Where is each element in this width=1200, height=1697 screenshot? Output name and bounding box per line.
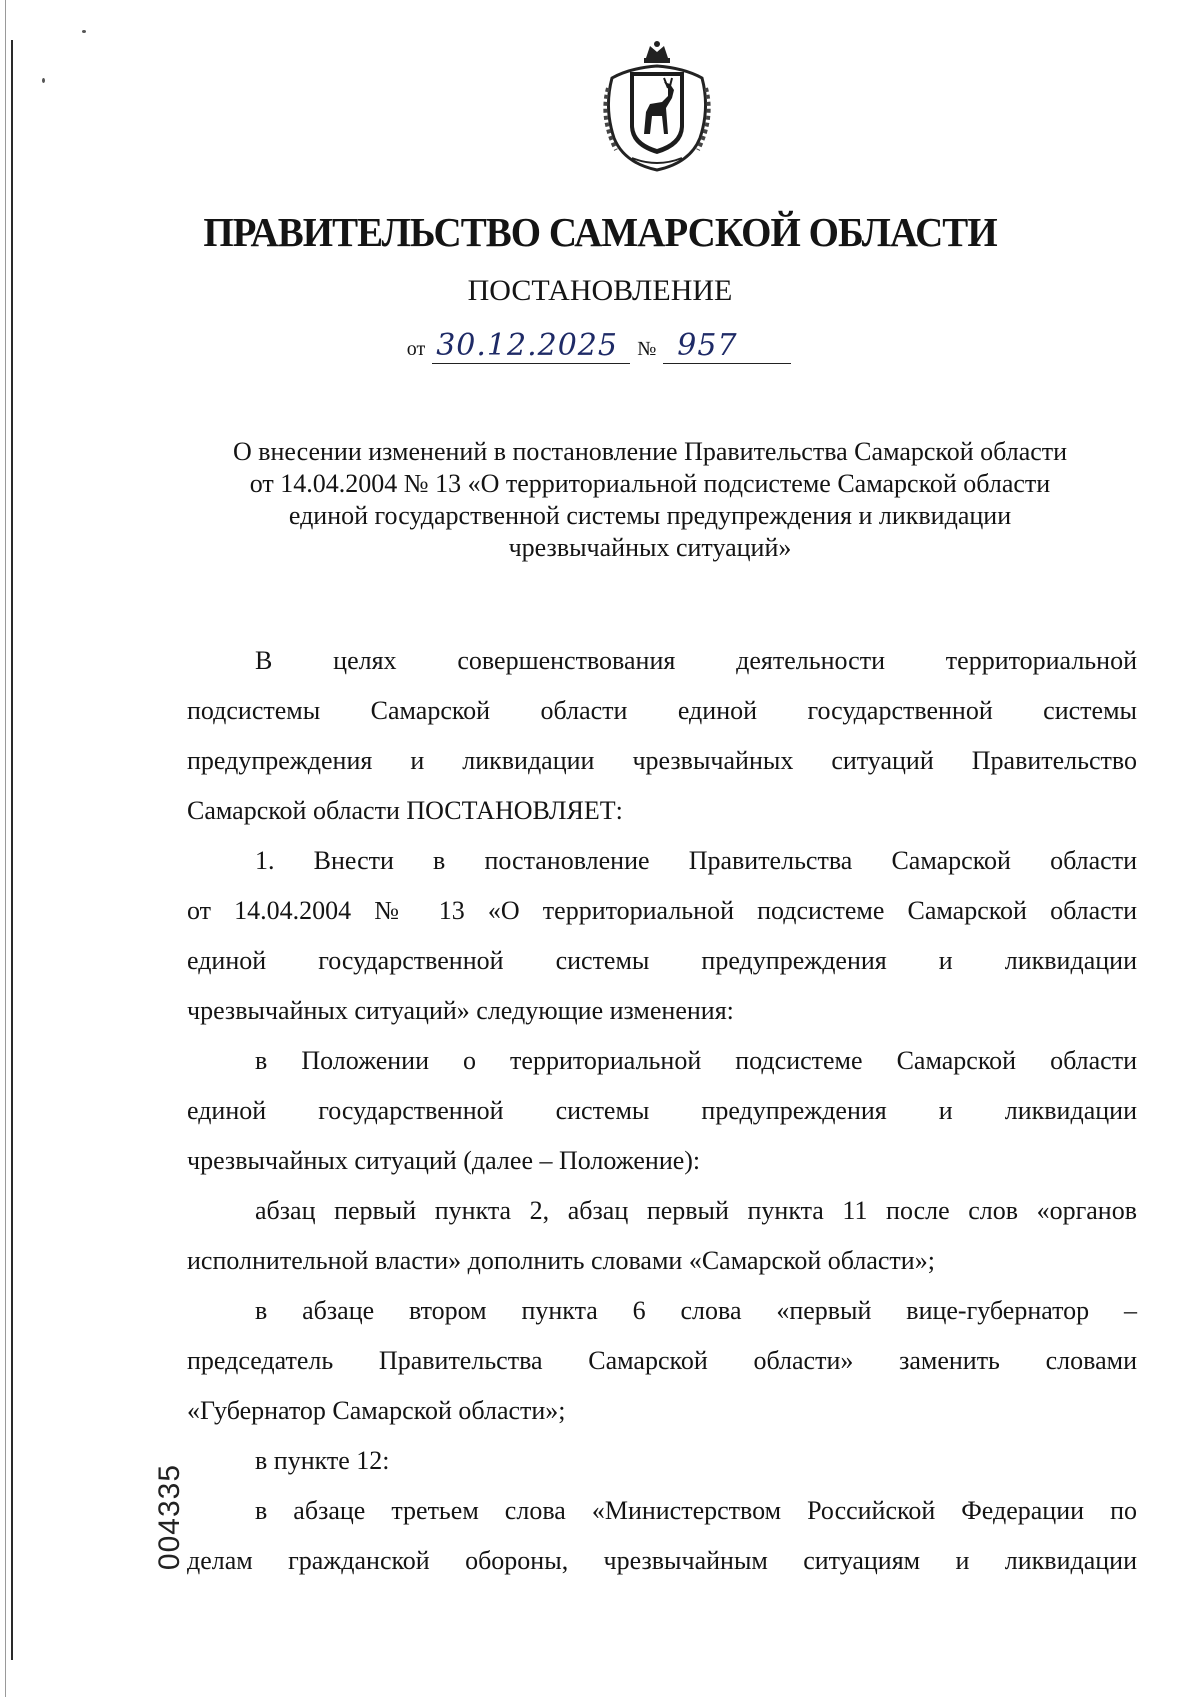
coat-of-arms-icon (594, 38, 720, 174)
body-line: делам гражданской обороны, чрезвычайным ситуациям и ликвидации (187, 1546, 1137, 1575)
subject-line: от 14.04.2004 № 13 «О территориальной подсистеме Самарской области (249, 469, 1051, 498)
scan-edge-line (5, 0, 6, 1697)
body-line: предупреждения и ликвидации чрезвычайных ситуаций Правительство (187, 746, 1137, 775)
body-line: в Положении о территориальной подсистеме Самарской области (255, 1046, 1137, 1075)
number-prefix: № (637, 338, 657, 360)
document-body (187, 636, 1137, 1586)
body-line: единой государственной системы предупреждения и ликвидации (187, 1096, 1137, 1125)
side-registration-number: 004335 (153, 1463, 186, 1571)
document-date: 30.12.2025 (432, 328, 630, 364)
government-title: ПРАВИТЕЛЬСТВО САМАРСКОЙ ОБЛАСТИ (203, 209, 997, 255)
document-type: ПОСТАНОВЛЕНИЕ (467, 274, 733, 307)
body-line: исполнительной власти» дополнить словами «Самарской области»; (187, 1246, 935, 1275)
document-subject (180, 436, 1120, 564)
document-date-number-line (0, 328, 1200, 364)
subject-line: О внесении изменений в постановление Правительства Самарской области (232, 437, 1068, 466)
body-line: чрезвычайных ситуаций (далее – Положение): (187, 1146, 701, 1175)
body-line: чрезвычайных ситуаций» следующие изменения: (187, 996, 734, 1025)
body-line: председатель Правительства Самарской области» заменить словами (187, 1346, 1137, 1375)
body-line: в абзаце втором пункта 6 слова «первый вице-губернатор – (255, 1296, 1137, 1325)
document-number: 957 (663, 328, 791, 364)
body-line: единой государственной системы предупреждения и ликвидации (187, 946, 1137, 975)
date-prefix: от (406, 338, 426, 360)
body-line: абзац первый пункта 2, абзац первый пункта 11 после слов «органов (255, 1196, 1137, 1225)
body-line: подсистемы Самарской области единой государственной системы (187, 696, 1137, 725)
subject-line: единой государственной системы предупреждения и ликвидации (288, 501, 1012, 530)
body-line: в абзаце третьем слова «Министерством Российской Федерации по (255, 1496, 1137, 1525)
body-line: от 14.04.2004 № 13 «О территориальной подсистеме Самарской области (187, 896, 1137, 925)
body-line: 1. Внести в постановление Правительства Самарской области (255, 846, 1137, 875)
subject-line: чрезвычайных ситуаций» (508, 533, 792, 562)
scan-speck (42, 78, 45, 83)
body-line: «Губернатор Самарской области»; (187, 1396, 566, 1425)
body-line: в пункте 12: (255, 1446, 390, 1475)
body-line: В целях совершенствования деятельности территориальной (255, 646, 1137, 675)
body-line: Самарской области ПОСТАНОВЛЯЕТ: (187, 796, 623, 825)
scan-speck (82, 30, 86, 33)
